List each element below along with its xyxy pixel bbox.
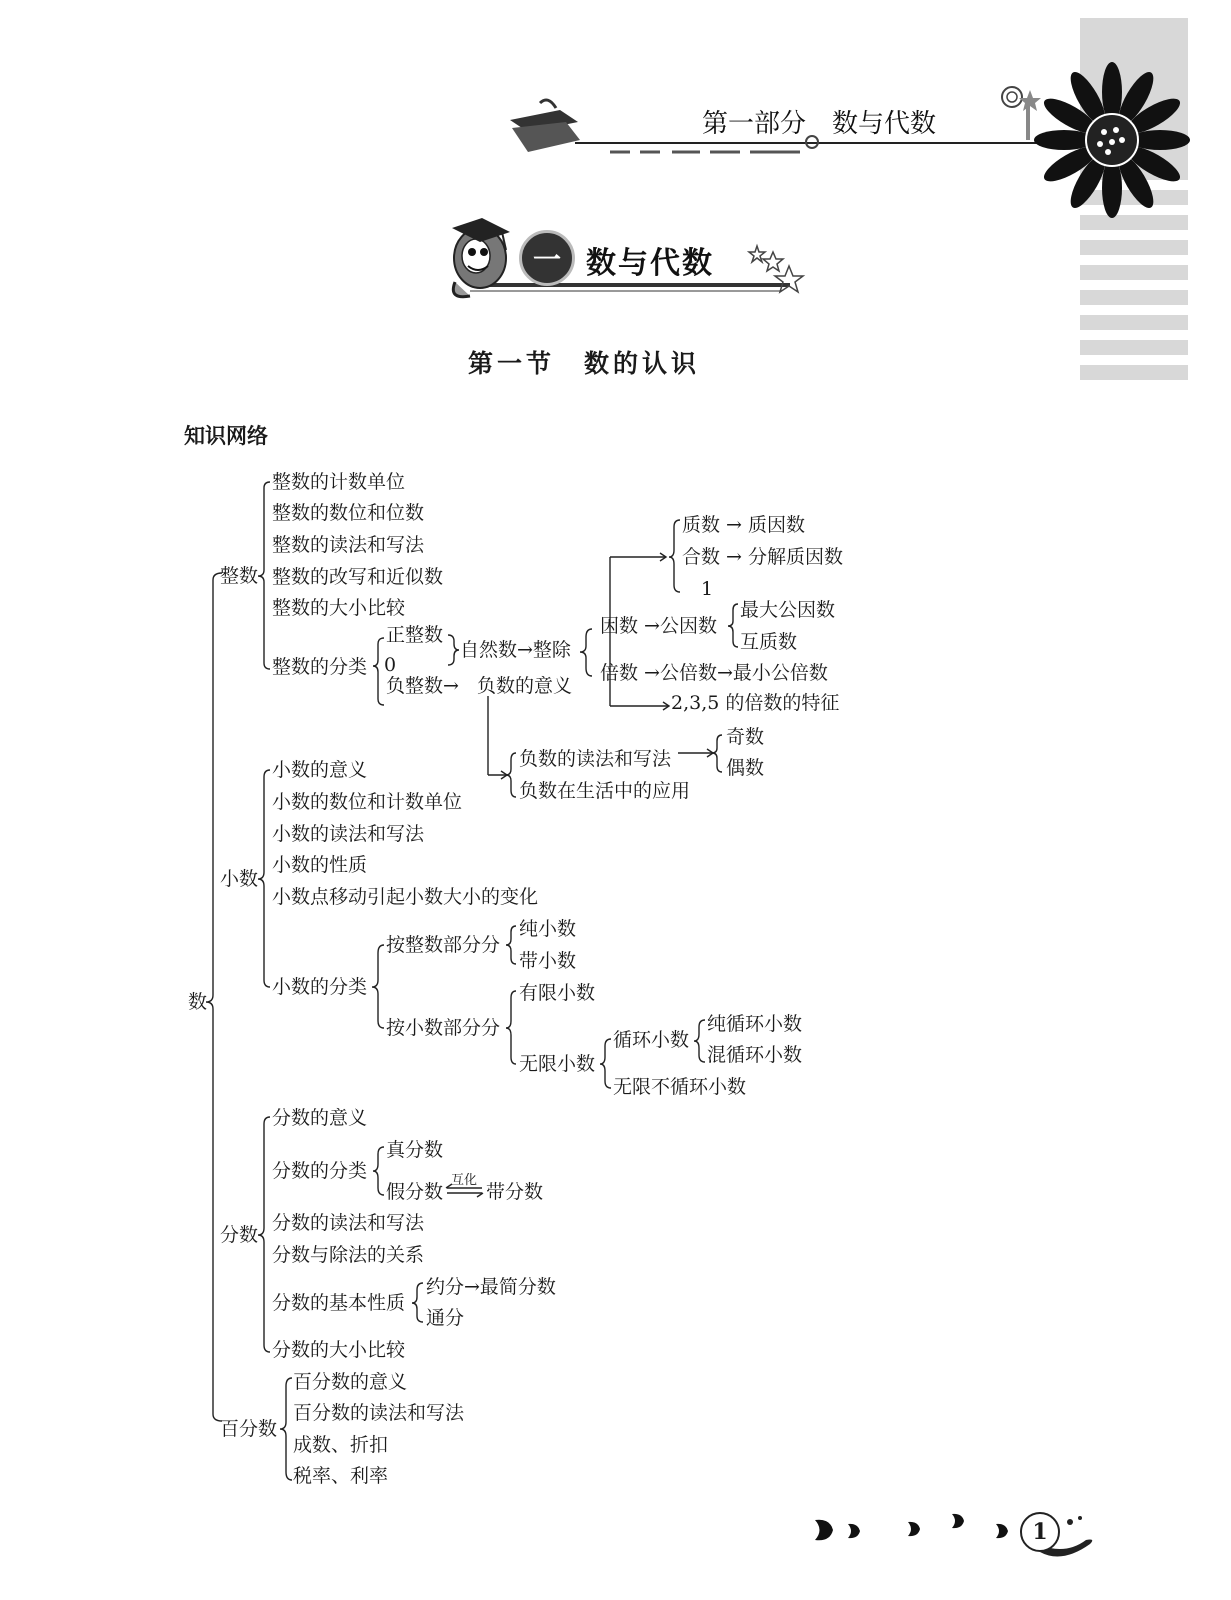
page-number: 1 xyxy=(1020,1512,1060,1552)
fraction-meaning: 分数的意义 xyxy=(272,1107,368,1129)
integer-item: 整数的读法和写法 xyxy=(272,534,425,556)
integer-item: 整数的改写和近似数 xyxy=(272,566,444,588)
composite-label: 合数 → 分解质因数 xyxy=(682,546,843,568)
mixed-decimal: 带小数 xyxy=(519,950,577,972)
recurring-decimal: 循环小数 xyxy=(613,1029,690,1051)
decimal-item: 小数的意义 xyxy=(272,759,368,781)
section-title: 第一节 数的认识 xyxy=(468,349,701,378)
decimal-item: 小数点移动引起小数大小的变化 xyxy=(272,886,539,908)
zero-label: 0 xyxy=(384,654,397,676)
non-recurring: 无限不循环小数 xyxy=(613,1076,747,1098)
by-decimal-part: 按小数部分分 xyxy=(386,1017,501,1039)
percent-item: 税率、利率 xyxy=(293,1465,389,1487)
integer-item: 整数的大小比较 xyxy=(272,597,406,619)
pure-recurring: 纯循环小数 xyxy=(707,1013,803,1035)
decimals-label: 小数 xyxy=(220,868,259,890)
pure-decimal: 纯小数 xyxy=(519,918,577,940)
odd-label: 奇数 xyxy=(726,726,765,748)
negative-integer: 负整数→ xyxy=(386,675,459,697)
integer-classification-label: 整数的分类 xyxy=(272,656,368,678)
percent-item: 百分数的意义 xyxy=(293,1371,408,1393)
fractions-label: 分数 xyxy=(220,1224,259,1246)
proper-fraction: 真分数 xyxy=(386,1139,444,1161)
decimal-item: 小数的性质 xyxy=(272,854,368,876)
integer-item: 整数的计数单位 xyxy=(272,471,406,493)
positive-integer: 正整数 xyxy=(386,624,444,646)
chapter-number-badge: 一 xyxy=(519,230,575,286)
fraction-division: 分数与除法的关系 xyxy=(272,1244,425,1266)
infinite-decimal: 无限小数 xyxy=(519,1053,596,1075)
fraction-read-write: 分数的读法和写法 xyxy=(272,1212,425,1234)
by-integer-part: 按整数部分分 xyxy=(386,934,501,956)
integers-label: 整数 xyxy=(220,565,259,587)
prime-label: 质数 → 质因数 xyxy=(682,514,805,536)
integer-item: 整数的数位和位数 xyxy=(272,502,425,524)
gcf-label: 最大公因数 xyxy=(740,599,836,621)
part-title: 第一部分 数与代数 xyxy=(702,109,937,139)
negative-application: 负数在生活中的应用 xyxy=(519,780,691,802)
finite-decimal: 有限小数 xyxy=(519,982,596,1004)
fraction-compare: 分数的大小比较 xyxy=(272,1339,406,1361)
percent-label: 百分数 xyxy=(220,1418,278,1440)
chapter-title: 数与代数 xyxy=(586,246,714,281)
fraction-classification-label: 分数的分类 xyxy=(272,1160,368,1182)
multiple-235-label: 2,3,5 的倍数的特征 xyxy=(671,692,840,714)
factor-label: 因数 →公因数 xyxy=(600,615,717,637)
percent-item: 百分数的读法和写法 xyxy=(293,1402,465,1424)
fraction-reduce: 约分→最简分数 xyxy=(426,1276,556,1298)
fraction-common-denominator: 通分 xyxy=(426,1307,465,1329)
one-label: 1 xyxy=(701,578,714,600)
decimal-item: 小数的读法和写法 xyxy=(272,823,425,845)
negative-meaning: 负数的意义 xyxy=(477,675,573,697)
knowledge-network-label: 知识网络 xyxy=(184,424,268,448)
improper-fraction: 假分数 xyxy=(386,1181,444,1203)
root-label: 数 xyxy=(188,991,208,1013)
footer-decoration xyxy=(800,1500,1110,1580)
coprime-label: 互质数 xyxy=(740,631,798,653)
mutual-conversion-label: 互化 xyxy=(451,1173,478,1188)
multiple-label: 倍数 →公倍数→最小公倍数 xyxy=(600,662,828,684)
decimal-item: 小数的数位和计数单位 xyxy=(272,791,463,813)
decimal-classification-label: 小数的分类 xyxy=(272,976,368,998)
even-label: 偶数 xyxy=(726,757,765,779)
mixed-number: 带分数 xyxy=(486,1181,544,1203)
fraction-basic-property: 分数的基本性质 xyxy=(272,1292,406,1314)
mixed-recurring: 混循环小数 xyxy=(707,1044,803,1066)
percent-item: 成数、折扣 xyxy=(293,1434,389,1456)
negative-read-write: 负数的读法和写法 xyxy=(519,748,672,770)
natural-number-label: 自然数→整除 xyxy=(460,639,571,661)
